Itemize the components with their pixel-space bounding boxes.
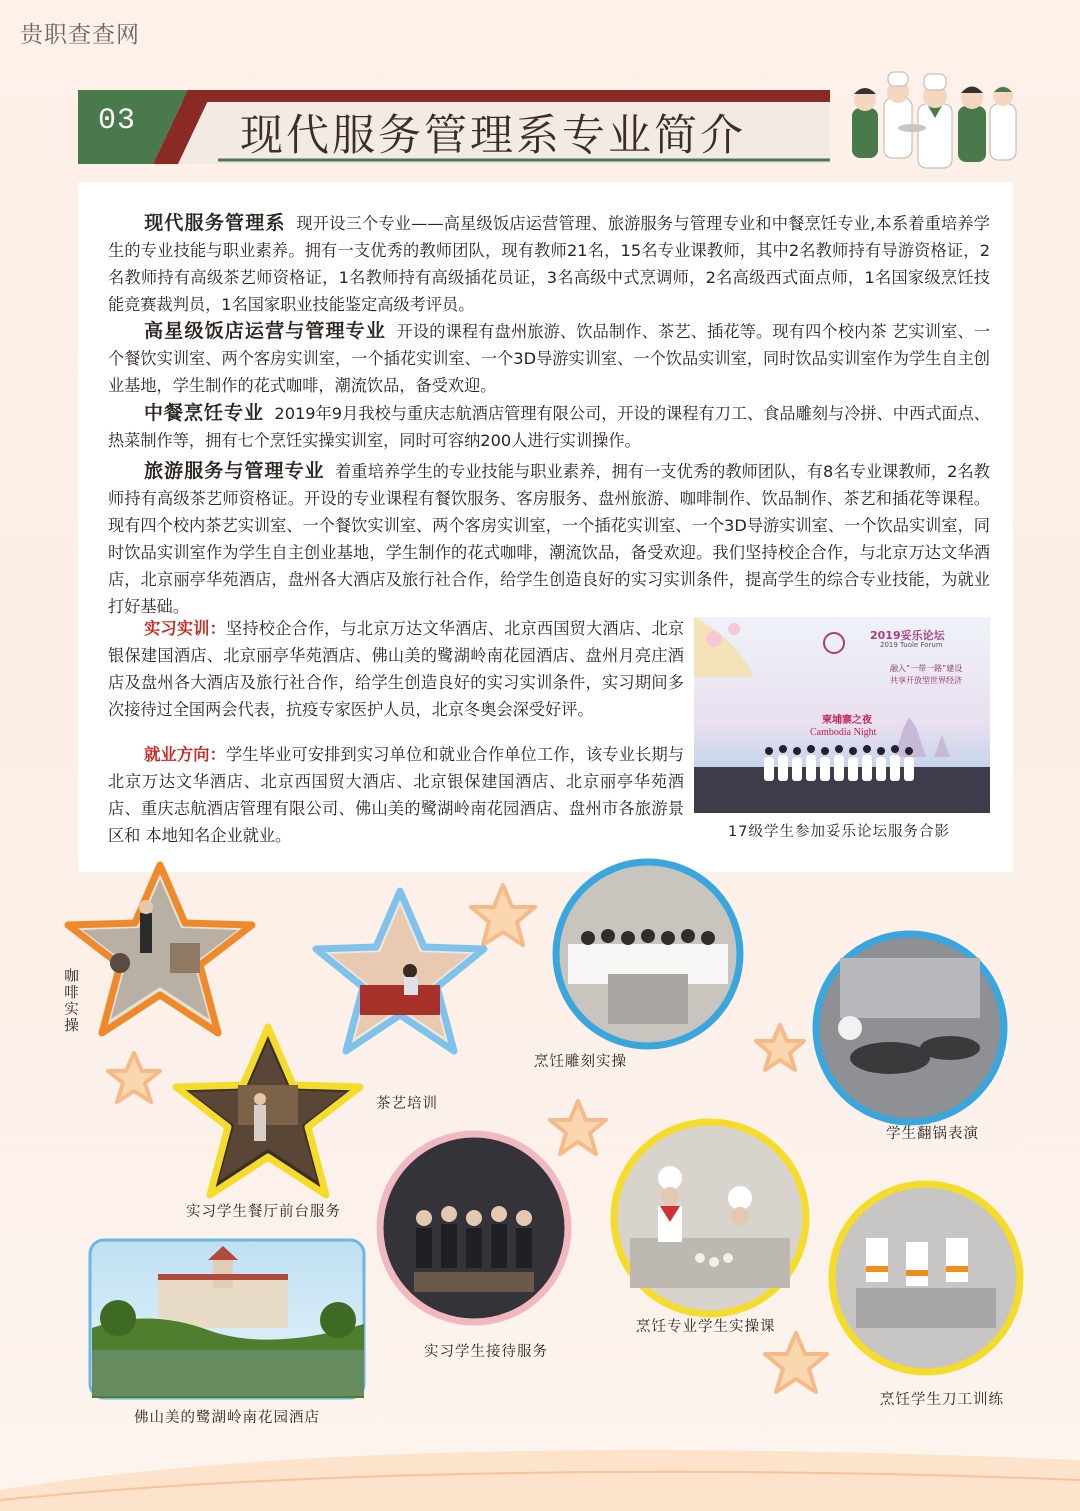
hotel-major-body: 开设的课程有盘州旅游、饮品制作、茶艺、插花等。现有四个校内茶 艺实训室、一个餐饮实训室、两个客房实训室，一个插花实训室、一个3D导游实训室、一个饮品实训室，同时饮品实训室作为学生自主创业基地，学生制作的花式咖啡，潮流饮品，备受欢迎。 — [108, 322, 990, 395]
tourism-major-lead: 旅游服务与管理专业 — [144, 460, 325, 482]
star-decoration — [104, 1050, 164, 1108]
section-number: 03 — [98, 104, 137, 138]
employment-lead: 就业方向： — [144, 745, 226, 764]
forum-night-en: Cambodia Night — [810, 727, 877, 738]
photo-cooking-class-circle — [610, 1118, 810, 1318]
photo-hotel — [88, 1238, 366, 1400]
photo-reception-circle — [376, 1130, 572, 1326]
caption-reception: 实习学生接待服务 — [424, 1344, 548, 1360]
watermark-top: 贵职查查网 — [20, 22, 140, 48]
tourism-major-paragraph — [108, 458, 990, 620]
hotel-major-lead: 高星级饭店运营与管理专业 — [144, 320, 386, 342]
department-lead: 现代服务管理系 — [144, 212, 286, 234]
forum-banner-sub: 2019 Tuole Forum — [880, 641, 943, 649]
cooking-major-lead: 中餐烹饪专业 — [144, 402, 265, 424]
caption-hotel: 佛山美的鹭湖岭南花园酒店 — [134, 1410, 320, 1426]
photo-frontdesk-star — [168, 1022, 368, 1208]
caption-wok: 学生翻锅表演 — [886, 1126, 979, 1142]
star-decoration — [752, 1022, 808, 1076]
caption-carving: 烹饪雕刻实操 — [534, 1054, 627, 1070]
internship-paragraph — [108, 615, 684, 723]
forum-banner-slogan2: 共享开放型世界经济 — [890, 676, 962, 685]
star-decoration — [760, 1330, 832, 1398]
tourism-major-body: 着重培养学生的专业技能与职业素养，拥有一支优秀的教师团队，有8名专业课教师，2名教师持有高级茶艺师资格证。开设的专业课程有餐饮服务、客房服务、盘州旅游、咖啡制作、饮品制作、茶艺和插花等课程。现有四个校内茶艺实训室、一个餐饮实训室、两个客房实训室，一个插花实训室、一个3D导游实训室、一个饮品实训室，同时饮品实训室作为学生自主创业基地，学生制作的花式咖啡，潮流饮品，备受欢迎。我们坚持校企合作，与北京万达文华酒店，北京丽亭华苑酒店，盘州各大酒店及旅行社合作，给学生创造良好的实习实训条件，提高学生的综合专业技能，为就业打好基础。 — [108, 462, 990, 616]
intro-body: 现开设三个专业——高星级饭店运营管理、旅游服务与管理专业和中餐烹饪专业,本系着重培养学生的专业技能与职业素养。拥有一支优秀的教师团队，现有教师21名，15名专业课教师，其中2名教师持有导游资格证，2名教师持有高级茶艺师资格证，1名教师持有高级插花员证，3名高级中式烹调师，2名高级西式面点师，1名国家级烹饪技能竞赛裁判员，1名国家职业技能鉴定高级考评员。 — [108, 214, 990, 314]
forum-banner-title: 2019妥乐论坛 — [870, 629, 945, 642]
bottom-wave-decoration — [0, 1420, 1080, 1511]
forum-photo-caption: 17级学生参加妥乐论坛服务合影 — [728, 824, 950, 840]
photo-wok-circle — [812, 930, 1008, 1126]
intro-paragraph — [108, 210, 990, 318]
forum-banner-slogan: 融入“一带一路”建设 — [890, 664, 963, 673]
hotel-major-paragraph — [108, 318, 990, 399]
cooking-major-body: 2019年9月我校与重庆志航酒店管理有限公司，开设的课程有刀工、食品雕刻与冷拼、中西式面点、热菜制作等，拥有七个烹饪实操实训室，同时可容纳200人进行实训操作。 — [108, 404, 990, 450]
caption-tea: 茶艺培训 — [376, 1096, 438, 1112]
employment-body: 学生毕业可安排到实习单位和就业合作单位工作，该专业长期与北京万达文华酒店、北京西国贸大酒店、北京银保建国酒店、北京丽亭华苑酒店、重庆志航酒店管理有限公司、佛山美的鹭湖岭南花园酒店、盘州市各旅游景区和 本地知名企业就业。 — [108, 745, 685, 845]
caption-coffee: 咖啡实操 — [62, 968, 78, 1034]
page-title: 现代服务管理系专业简介 — [240, 111, 746, 161]
photo-coffee-star — [60, 858, 260, 1048]
cooking-major-paragraph — [108, 400, 990, 454]
photo-carving-circle — [552, 858, 744, 1050]
caption-frontdesk: 实习学生餐厅前台服务 — [186, 1204, 341, 1220]
internship-body: 坚持校企合作，与北京万达文华酒店、北京西国贸大酒店、北京银保建国酒店、北京丽亭华苑酒店、佛山美的鹭湖岭南花园酒店、盘州月亮庄酒店及盘州各大酒店及旅行社合作，给学生创造良好的实习实训条件，实习期间多次接待过全国两会代表，抗疫专家医护人员，北京冬奥会深受好评。 — [108, 619, 685, 719]
photo-knife-circle — [828, 1180, 1024, 1376]
forum-group-photo — [694, 617, 990, 813]
chef-illustration — [842, 68, 1022, 186]
caption-cooking-class: 烹饪专业学生实操课 — [636, 1319, 776, 1335]
internship-lead: 实习实训： — [144, 619, 226, 638]
employment-paragraph — [108, 741, 684, 849]
forum-night-cn: 柬埔寨之夜 — [822, 715, 872, 726]
caption-knife: 烹饪学生刀工训练 — [880, 1392, 1004, 1408]
